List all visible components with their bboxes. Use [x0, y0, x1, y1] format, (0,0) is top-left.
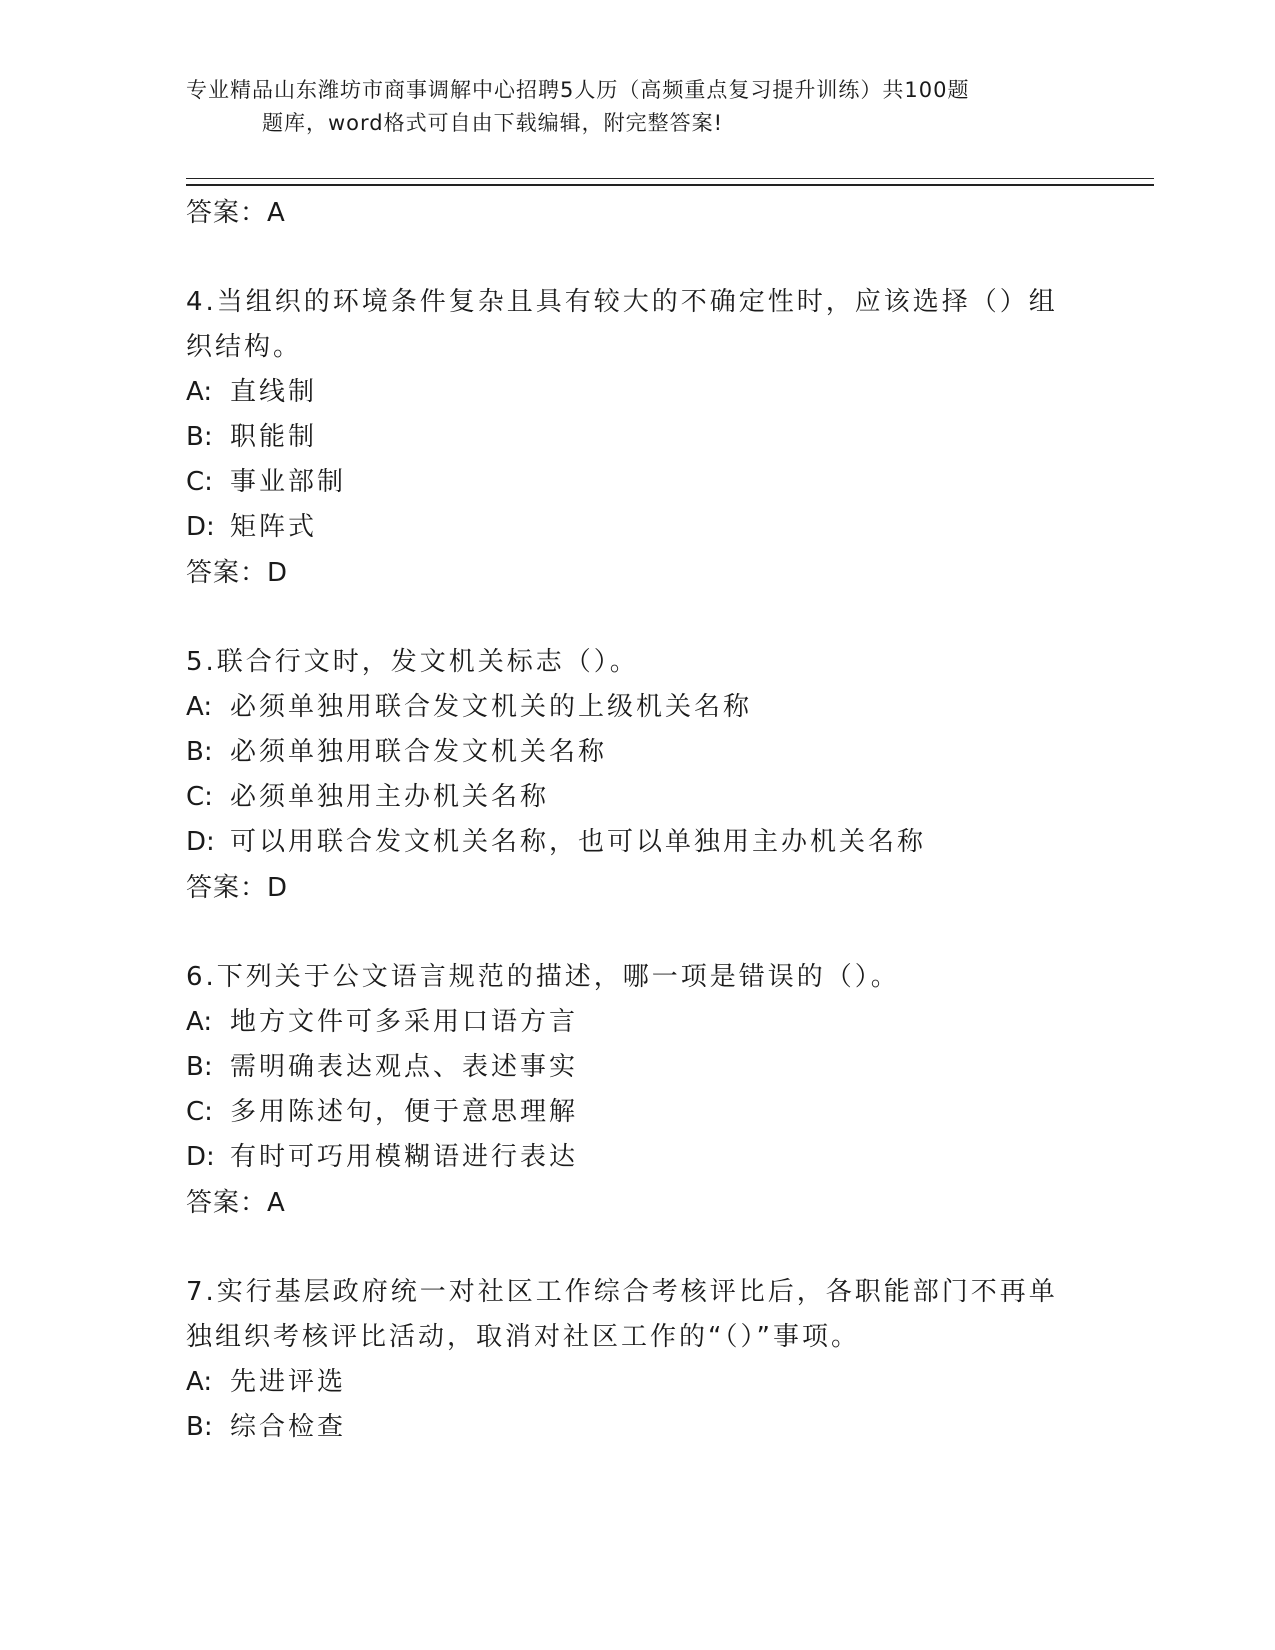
option-b [186, 1045, 1086, 1090]
answer-label: 答案：A [186, 1188, 286, 1218]
option-key: A: [186, 692, 213, 722]
header-divider-thin [186, 178, 1154, 179]
header-title-line1: 专业精品山东潍坊市商事调解中心招聘5人历（高频重点复习提升训练）共100题 [186, 78, 970, 102]
option-text: 多用陈述句，便于意思理解 [230, 1097, 579, 1127]
option-c [186, 1090, 1086, 1135]
option-a [186, 685, 1086, 730]
option-key: D: [186, 512, 215, 542]
question-list [186, 190, 1086, 1450]
answer-label: 答案：D [186, 558, 289, 588]
question-text-line: 独组织考核评比活动，取消对社区工作的“（）”事项。 [186, 1322, 860, 1352]
option-a [186, 370, 1086, 415]
option-d [186, 505, 1086, 550]
header-title-line2: 题库，word格式可自由下载编辑，附完整答案! [262, 111, 724, 135]
option-key: A: [186, 1007, 213, 1037]
option-text: 可以用联合发文机关名称，也可以单独用主办机关名称 [230, 827, 927, 857]
option-key: C: [186, 782, 213, 812]
option-d [186, 820, 1086, 865]
option-key: A: [186, 1367, 213, 1397]
option-text: 先进评选 [230, 1367, 347, 1397]
question-text-line: 5.联合行文时，发文机关标志（）。 [186, 647, 639, 677]
option-text: 有时可巧用模糊语进行表达 [230, 1142, 579, 1172]
option-b [186, 1405, 1086, 1450]
option-a [186, 1000, 1086, 1045]
option-key: A: [186, 377, 213, 407]
question-text-line: 4.当组织的环境条件复杂且具有较大的不确定性时，应该选择（）组 [186, 287, 1058, 317]
question-block [186, 1270, 1086, 1450]
option-key: B: [186, 1052, 213, 1082]
option-key: B: [186, 422, 213, 452]
page-header [186, 74, 1086, 140]
option-text: 直线制 [230, 377, 318, 407]
header-divider-thick [186, 184, 1154, 186]
option-d [186, 1135, 1086, 1180]
question-text-line: 织结构。 [186, 332, 303, 362]
option-text: 必须单独用联合发文机关名称 [230, 737, 608, 767]
option-key: C: [186, 467, 213, 497]
option-text: 综合检查 [230, 1412, 347, 1442]
option-c [186, 775, 1086, 820]
option-text: 事业部制 [230, 467, 347, 497]
option-text: 矩阵式 [230, 512, 318, 542]
question-text-line: 6.下列关于公文语言规范的描述，哪一项是错误的（）。 [186, 962, 900, 992]
option-b [186, 730, 1086, 775]
option-key: D: [186, 827, 215, 857]
option-b [186, 415, 1086, 460]
answer-label: 答案：D [186, 873, 289, 903]
question-block [186, 640, 1086, 911]
answer-label: 答案：A [186, 198, 286, 228]
question-block [186, 280, 1086, 596]
option-c [186, 460, 1086, 505]
option-key: B: [186, 1412, 213, 1442]
option-text: 职能制 [230, 422, 318, 452]
option-key: B: [186, 737, 213, 767]
question-text-line: 7.实行基层政府统一对社区工作综合考核评比后，各职能部门不再单 [186, 1277, 1058, 1307]
option-key: D: [186, 1142, 215, 1172]
option-text: 必须单独用主办机关名称 [230, 782, 550, 812]
option-a [186, 1360, 1086, 1405]
option-text: 需明确表达观点、表述事实 [230, 1052, 579, 1082]
question-block [186, 955, 1086, 1226]
option-key: C: [186, 1097, 213, 1127]
option-text: 必须单独用联合发文机关的上级机关名称 [230, 692, 753, 722]
option-text: 地方文件可多采用口语方言 [230, 1007, 579, 1037]
